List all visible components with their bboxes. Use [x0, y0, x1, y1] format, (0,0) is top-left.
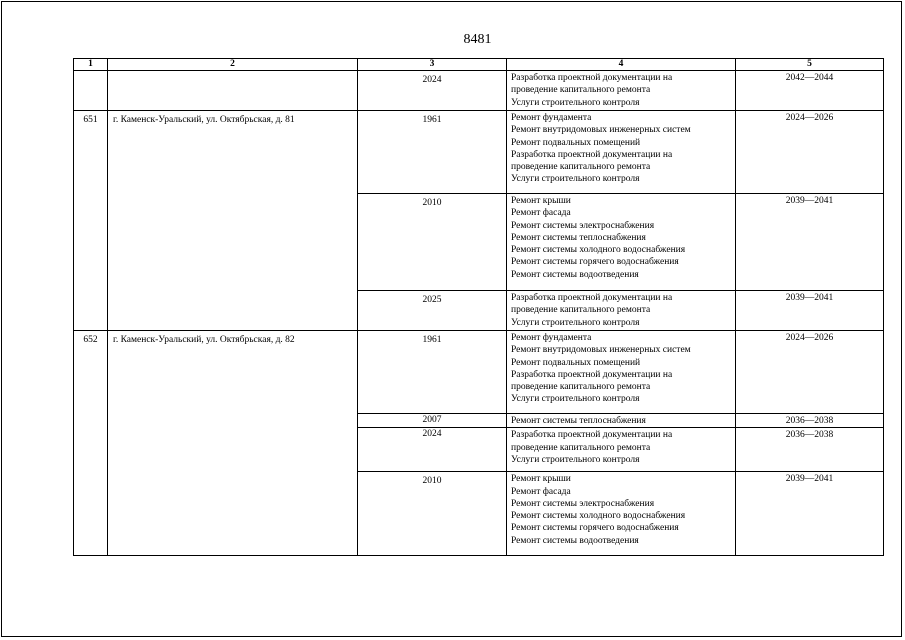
work-item: Ремонт системы водоотведения: [511, 535, 639, 546]
works-cell: [507, 291, 736, 331]
year-cell: 2010: [358, 194, 507, 291]
work-item: Ремонт системы холодного водоснабжения: [511, 511, 686, 522]
year-cell: 2010: [358, 472, 507, 556]
work-item: Ремонт системы холодного водоснабжения: [511, 245, 686, 256]
header-row: [74, 59, 884, 71]
header-col-3: 3: [358, 59, 507, 71]
work-item: Услуги строительного контроля: [511, 97, 640, 108]
work-item: Ремонт системы горячего водоснабжения: [511, 257, 679, 268]
address-cell: г. Каменск-Уральский, ул. Октябрьская, д. 81: [108, 111, 358, 331]
address-cell: г. Каменск-Уральский, ул. Октябрьская, д. 82: [108, 331, 358, 556]
period-cell: 2042—2044: [736, 71, 884, 111]
work-item: Разработка проектной документации на: [511, 293, 673, 303]
header-col-5: 5: [736, 59, 884, 71]
work-item: Ремонт крыши: [511, 474, 571, 485]
year-cell: 2024: [358, 428, 507, 472]
work-item: проведение капитального ремонта: [511, 162, 651, 173]
period-cell: 2036—2038: [736, 414, 884, 428]
period-cell: 2036—2038: [736, 428, 884, 472]
work-item: проведение капитального ремонта: [511, 442, 651, 453]
work-item: Ремонт системы электроснабжения: [511, 220, 655, 231]
work-item: Ремонт системы водоотведения: [511, 269, 639, 280]
header-col-2: 2: [108, 59, 358, 71]
header-col-4: 4: [507, 59, 736, 71]
year-cell: 2007: [358, 414, 507, 428]
period-cell: 2039—2041: [736, 194, 884, 291]
work-item: Услуги строительного контроля: [511, 394, 640, 405]
work-item: проведение капитального ремонта: [511, 305, 651, 316]
period-cell: 2024—2026: [736, 111, 884, 194]
work-item: проведение капитального ремонта: [511, 85, 651, 96]
period-cell: 2039—2041: [736, 291, 884, 331]
work-item: Разработка проектной документации на: [511, 369, 673, 380]
work-item: Разработка проектной документации на: [511, 430, 673, 441]
work-item: Ремонт фасада: [511, 208, 571, 219]
year-cell: 2025: [358, 291, 507, 331]
works-cell: [507, 331, 736, 414]
year-cell: 1961: [358, 111, 507, 194]
work-item: Ремонт системы электроснабжения: [511, 498, 655, 509]
work-item: Ремонт внутридомовых инженерных систем: [511, 125, 691, 136]
work-item: Ремонт подвальных помещений: [511, 357, 641, 368]
works-cell: [507, 71, 736, 111]
works-cell: [507, 428, 736, 472]
works-cell: [507, 111, 736, 194]
work-item: Ремонт фундамента: [511, 333, 592, 343]
table-row: [74, 111, 884, 194]
header-col-1: 1: [74, 59, 108, 71]
number-cell: 652: [74, 331, 108, 556]
works-cell: [507, 414, 736, 428]
work-item: Ремонт системы теплоснабжения: [511, 232, 646, 243]
work-item: Ремонт подвальных помещений: [511, 137, 641, 148]
repair-schedule-table: [73, 58, 884, 556]
number-cell: [74, 71, 108, 111]
work-item: Разработка проектной документации на: [511, 73, 673, 83]
work-item: проведение капитального ремонта: [511, 382, 651, 393]
period-cell: 2024—2026: [736, 331, 884, 414]
work-item: Ремонт фундамента: [511, 113, 592, 123]
page-number: 8481: [463, 32, 492, 47]
works-cell: [507, 472, 736, 556]
work-item: Ремонт внутридомовых инженерных систем: [511, 345, 691, 356]
work-item: Ремонт фасада: [511, 486, 571, 497]
work-item: Ремонт крыши: [511, 196, 571, 206]
year-cell: 1961: [358, 331, 507, 414]
work-item: Разработка проектной документации на: [511, 149, 673, 160]
table-row: [74, 331, 884, 414]
work-item: Ремонт системы горячего водоснабжения: [511, 523, 679, 534]
address-cell: [108, 71, 358, 111]
year-cell: 2024: [358, 71, 507, 111]
work-item: Услуги строительного контроля: [511, 454, 640, 465]
work-item: Услуги строительного контроля: [511, 174, 640, 185]
table-row: [74, 71, 884, 111]
works-cell: [507, 194, 736, 291]
period-cell: 2039—2041: [736, 472, 884, 556]
work-item: Ремонт системы теплоснабжения: [511, 416, 646, 426]
number-cell: 651: [74, 111, 108, 331]
work-item: Услуги строительного контроля: [511, 317, 640, 328]
